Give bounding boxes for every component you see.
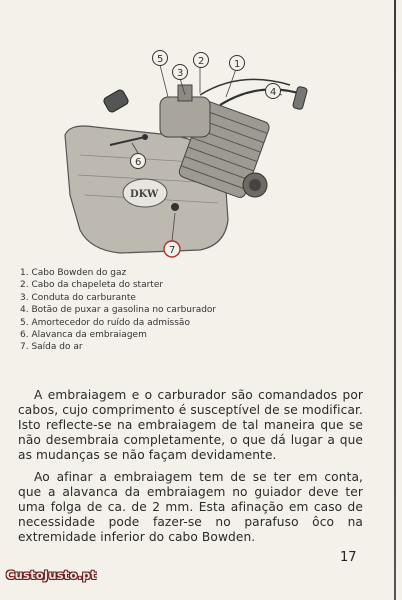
legend-item: 5. Amortecedor do ruído da admissão bbox=[20, 317, 190, 328]
body-paragraph-1: A embraiagem e o carburador são comandados por cabos, cujo comprimento é susceptível de se modificar. Isto reflecte-se na embraiagem de tal maneira que se não desembraia completamente, o que dá lugar a que as mudanças se não façam devidamente. bbox=[18, 388, 363, 462]
callout-7: 7 bbox=[169, 245, 176, 256]
legend-item: 2. Cabo da chapeleta do starter bbox=[20, 280, 164, 291]
callout-2: 2 bbox=[198, 56, 205, 67]
legend-item: 6. Alavanca da embraiagem bbox=[20, 330, 147, 341]
svg-text:DKW: DKW bbox=[130, 189, 159, 200]
page-edge-divider bbox=[394, 0, 396, 600]
legend-item: 7. Saída do ar bbox=[20, 342, 83, 353]
engine-illustration bbox=[50, 45, 330, 275]
legend-item: 4. Botão de puxar a gasolina no carburador bbox=[20, 305, 217, 316]
callout-5: 5 bbox=[157, 54, 164, 65]
figure-legend bbox=[20, 267, 300, 354]
callout-6: 6 bbox=[135, 157, 142, 168]
legend-item: 3. Conduta do carburante bbox=[20, 292, 136, 303]
watermark-logo[interactable]: CustoJusto.pt bbox=[6, 568, 97, 582]
page-number: 17 bbox=[340, 550, 357, 565]
legend-item: 1. Cabo Bowden do gaz bbox=[20, 268, 127, 278]
callout-4: 4 bbox=[270, 87, 277, 98]
callout-3: 3 bbox=[177, 68, 184, 79]
callout-1: 1 bbox=[234, 59, 241, 70]
body-paragraph-2: Ao afinar a embraiagem tem de se ter em conta, que a alavanca da embraiagem no guiador deve ter uma folga de ca. de 2 mm. Esta afinação em caso de necessidade pode fazer-se no parafuso ôco na extremidade inferior do cabo Bowden. bbox=[18, 470, 363, 544]
